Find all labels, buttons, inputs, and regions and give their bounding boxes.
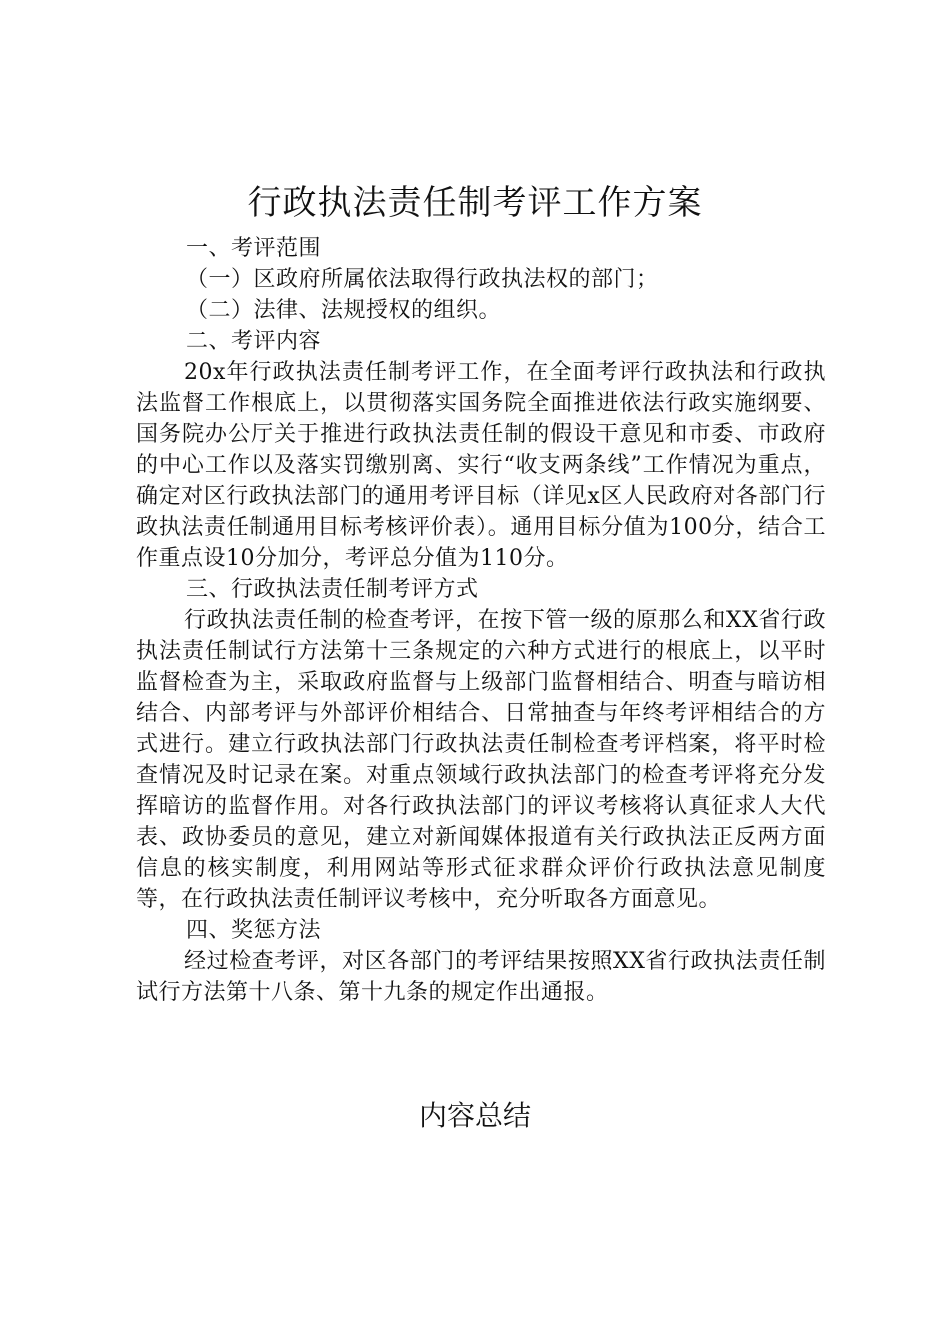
rewards-paragraph: 经过检查考评，对区各部门的考评结果按照XX省行政执法责任制试行方法第十八条、第十九条的规定作出通报。 bbox=[136, 949, 826, 1005]
method-paragraph: 行政执法责任制的检查考评，在按下管一级的原那么和XX省行政执法责任制试行方法第十三条规定的六种方式进行的根底上，以平时监督检查为主，采取政府监督与上级部门监督相结合、明查与暗访相结合、内部考评与外部评价相结合、日常抽查与年终考评相结合的方式进行。建立行政执法部门行政执法责任制检查考评档案，将平时检查情况及时记录在案。对重点领域行政执法部门的检查考评将充分发挥暗访的监督作用。对各行政执法部门的评议考核将认真征求人大代表、政协委员的意见，建立对新闻媒体报道有关行政执法正反两方面信息的核实制度，利用网站等形式征求群众评价行政执法意见制度等，在行政执法责任制评议考核中，充分听取各方面意见。 bbox=[136, 608, 826, 912]
section-heading-rewards: 四、奖惩方法 bbox=[186, 918, 322, 943]
scope-item-1: （一）区政府所属依法取得行政执法权的部门； bbox=[186, 267, 659, 292]
scope-item-2: （二）法律、法规授权的组织。 bbox=[186, 298, 502, 323]
section-heading-method: 三、行政执法责任制考评方式 bbox=[186, 577, 479, 602]
section-heading-content: 二、考评内容 bbox=[186, 329, 322, 354]
content-paragraph: 20x年行政执法责任制考评工作，在全面考评行政执法和行政执法监督工作根底上，以贯彻落实国务院全面推进依法行政实施纲要、国务院办公厅关于推进行政执法责任制的假设干意见和市委、市政府的中心工作以及落实罚缴别离、实行“收支两条线”工作情况为重点，确定对区行政执法部门的通用考评目标（详见x区人民政府对各部门行政执法责任制通用目标考核评价表）。通用目标分值为100分，结合工作重点设10分加分，考评总分值为110分。 bbox=[136, 360, 826, 571]
summary-heading: 内容总结 bbox=[418, 1099, 531, 1132]
section-heading-scope: 一、考评范围 bbox=[186, 236, 322, 261]
document-body bbox=[136, 233, 826, 1008]
document-title: 行政执法责任制考评工作方案 bbox=[247, 183, 703, 223]
